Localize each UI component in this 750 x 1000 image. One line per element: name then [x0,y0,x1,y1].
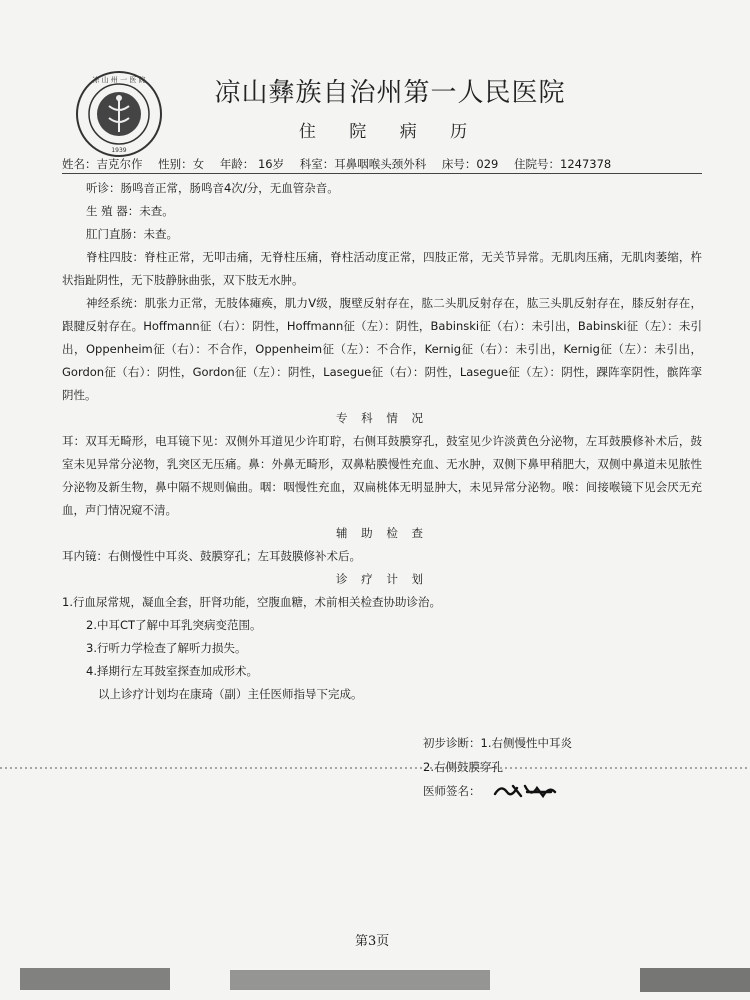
scan-artifact-line [0,765,750,771]
patient-age: 年龄： 16岁 [219,157,285,171]
plan-heading: 诊 疗 计 划 [336,572,428,586]
diagnosis-label: 初步诊断： [423,736,481,750]
specialty-text: 耳：双耳无畸形，电耳镜下见：双侧外耳道见少许耵聍，右侧耳鼓膜穿孔，鼓室见少许淡黄色分泌物，左耳鼓膜修补术后，鼓室未见异常分泌物，乳突区无压痛。鼻：外鼻无畸形，双鼻粘膜慢性充血、无水肿，双侧下鼻甲稍肥大，双侧中鼻道未见脓性分泌物及新生物，鼻中隔不规则偏曲。咽：咽慢性充血，双扁桃体无明显肿大，未见异常分泌物。喉：间接喉镜下见会厌无充血，声门情况窥不清。 [62,434,702,517]
plan-item: 3.行听力学检查了解听力损失。 [86,641,247,655]
auxiliary-heading: 辅 助 检 查 [336,526,428,540]
plan-item: 2.中耳CT了解中耳乳突病变范围。 [86,618,262,632]
patient-name: 姓名：吉克尔作 [62,157,143,171]
auxiliary-text: 耳内镜：右侧慢性中耳炎、鼓膜穿孔；左耳鼓膜修补术后。 [62,549,361,563]
plan-note: 以上诊疗计划均在康琦（副）主任医师指导下完成。 [98,687,363,701]
neuro-text: 神经系统：肌张力正常，无肢体瘫痪，肌力Ⅴ级，腹壁反射存在，肱二头肌反射存在，肱三头肌反射存在，膝反射存在，跟腱反射存在。Hoffmann征（右）：阴性，Hoffmann征（左）：阴性，Babinski征（右）：未引出，Babinski征（左）：未引出，Oppenheim征（右）：不合作，Oppenheim征（左）：不合作，Kernig征（右）：未引出，Kernig征（左）：未引出，Gordon征（右）：阴性，Gordon征（左）：阴性，Lasegue征（右）：阴性，Lasegue征（左）：阴性，踝阵挛阴性，髌阵挛阴性。 [62,296,702,402]
genitals-text: 生 殖 器：未查。 [86,204,174,218]
auscultation-text: 听诊：肠鸣音正常，肠鸣音4次/分，无血管杂音。 [86,181,339,195]
patient-bed: 床号：029 [441,157,499,171]
hospital-logo [75,70,163,158]
svg-text:凉 山 州 一 医 院: 凉 山 州 一 医 院 [92,76,146,84]
page-number: 第3页 [355,934,390,949]
record-title: 住 院 病 历 [298,122,482,142]
anus-text: 肛门直肠：未查。 [86,227,178,241]
scan-edge-artifact [0,960,750,1000]
patient-admission-no: 住院号：1247378 [514,157,612,171]
diagnosis-item: 1.右侧慢性中耳炎 [480,736,572,750]
patient-department: 科室：耳鼻咽喉头颈外科 [299,157,427,171]
plan-item: 4.择期行左耳鼓室探查加成形术。 [86,664,258,678]
patient-info-line [62,156,702,174]
specialty-heading: 专 科 情 况 [336,411,428,425]
spine-limbs-text: 脊柱四肢：脊柱正常，无叩击痛，无脊柱压痛，脊柱活动度正常，四肢正常，无关节异常。无肌肉压痛，无肌肉萎缩，杵状指趾阴性，无下肢静脉曲张，双下肢无水肿。 [62,250,702,287]
plan-item: 1.行血尿常规，凝血全套，肝肾功能，空腹血糖，术前相关检查协助诊治。 [62,595,441,609]
diagnosis-item: 2.右侧鼓膜穿孔 [423,760,503,774]
record-body [62,177,702,706]
signature-label: 医师签名： [423,784,481,798]
hospital-name: 凉山彝族自治州第一人民医院 [214,78,566,108]
handwritten-signature [491,780,559,802]
patient-sex: 性别：女 [158,157,205,171]
svg-text:1939: 1939 [111,147,127,154]
